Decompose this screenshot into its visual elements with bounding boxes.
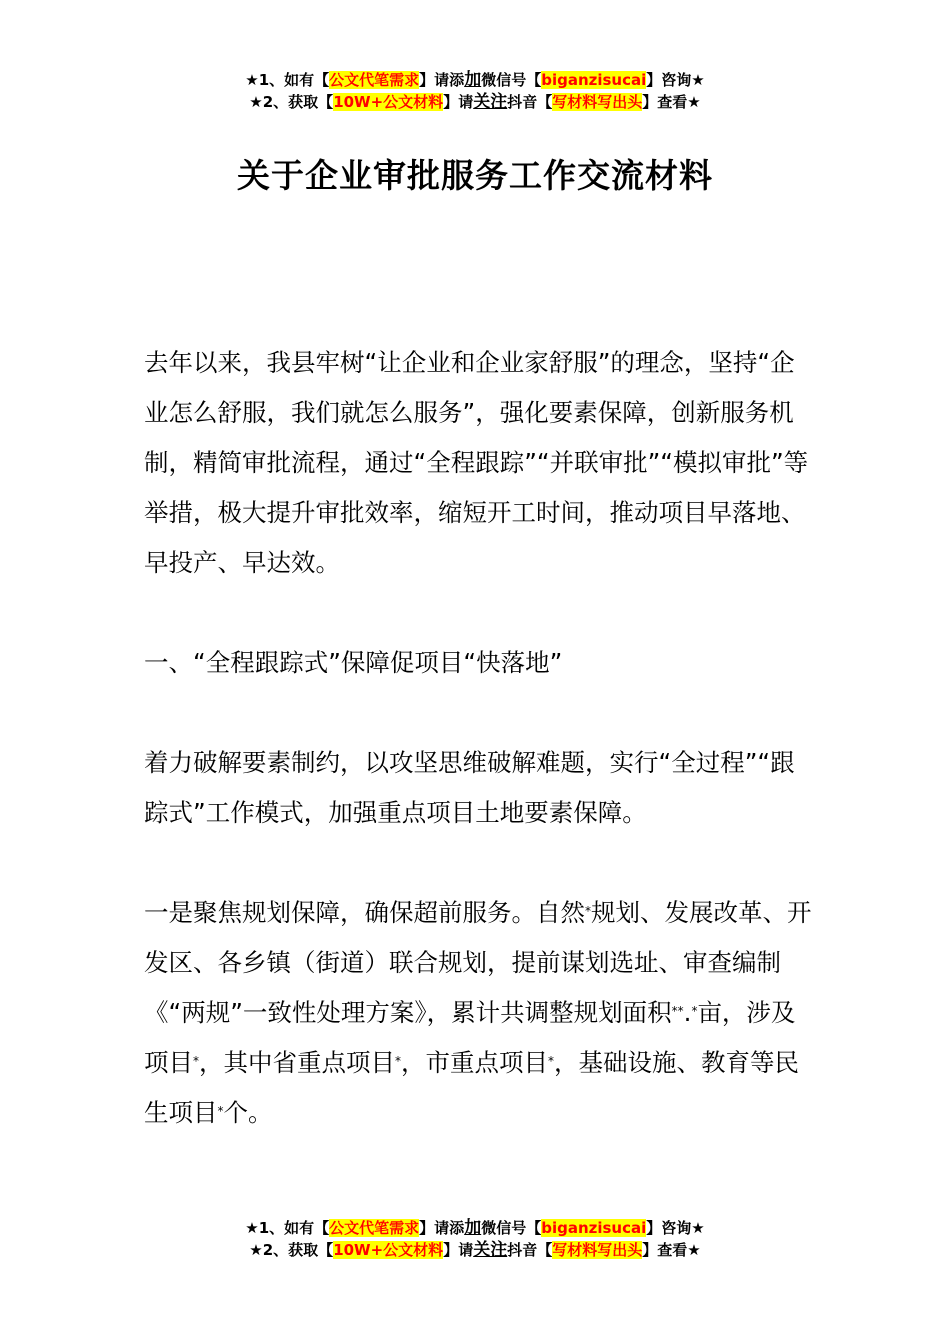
banner-text: 抖音【 — [507, 93, 553, 111]
banner-text: 】请 — [443, 1241, 474, 1259]
banner-line-2 — [0, 1239, 950, 1261]
banner-text: 】咨询★ — [646, 71, 705, 89]
banner-emphasis: 关注 — [473, 1240, 508, 1260]
banner-highlight: 写材料写出头 — [552, 1241, 643, 1259]
banner-highlight: 写材料写出头 — [552, 93, 643, 111]
banner-emphasis: 加 — [464, 70, 482, 90]
banner-text: ★1、如有【 — [245, 1219, 330, 1237]
footer-banner — [0, 1217, 950, 1261]
document-body — [144, 338, 819, 1188]
banner-text: 】请 — [443, 93, 474, 111]
banner-highlight: 10W+公文材料 — [333, 1241, 444, 1259]
banner-highlight: biganzisucai — [541, 71, 647, 89]
banner-text: 】查看★ — [642, 93, 701, 111]
banner-line-2 — [0, 91, 950, 113]
document-title: 关于企业审批服务工作交流材料 — [237, 156, 713, 195]
banner-highlight: 10W+公文材料 — [333, 93, 444, 111]
banner-text: 】咨询★ — [646, 1219, 705, 1237]
banner-text: 】请添 — [419, 1219, 465, 1237]
banner-text: 】查看★ — [642, 1241, 701, 1259]
banner-highlight: 公文代笔需求 — [329, 1219, 420, 1237]
section-heading-1: 一、“全程跟踪式”保障促项目“快落地” — [144, 648, 563, 677]
banner-highlight: 公文代笔需求 — [329, 71, 420, 89]
banner-emphasis: 加 — [464, 1218, 482, 1238]
banner-emphasis: 关注 — [473, 92, 508, 112]
banner-text: 微信号【 — [481, 1219, 542, 1237]
paragraph-section-1-intro: 着力破解要素制约，以攻坚思维破解难题，实行“全过程”“跟踪式”工作模式，加强重点项目土地要素保障。 — [144, 748, 795, 827]
banner-text: ★2、获取【 — [249, 93, 334, 111]
banner-line-1 — [0, 1217, 950, 1239]
banner-text: 抖音【 — [507, 1241, 553, 1259]
banner-text: ★2、获取【 — [249, 1241, 334, 1259]
header-banner — [0, 69, 950, 113]
paragraph-intro: 去年以来，我县牢树“让企业和企业家舒服”的理念，坚持“企业怎么舒服，我们就怎么服务”，强化要素保障，创新服务机制，精简审批流程，通过“全程跟踪”“并联审批”“模拟审批”等举措，极大提升审批效率，缩短开工时间，推动项目早落地、早投产、早达效。 — [144, 348, 809, 577]
banner-text: 微信号【 — [481, 71, 542, 89]
paragraph-planning-guarantee: 一是聚焦规划保障，确保超前服务。自然*规划、发展改革、开发区、各乡镇（街道）联合规划，提前谋划选址、审查编制《“两规”一致性处理方案》，累计共调整规划面积**.*亩，涉及项目*，其中省重点项目*，市重点项目*，基础设施、教育等民生项目*个。 — [144, 898, 812, 1127]
banner-text: 】请添 — [419, 71, 465, 89]
banner-highlight: biganzisucai — [541, 1219, 647, 1237]
banner-text: ★1、如有【 — [245, 71, 330, 89]
banner-line-1 — [0, 69, 950, 91]
